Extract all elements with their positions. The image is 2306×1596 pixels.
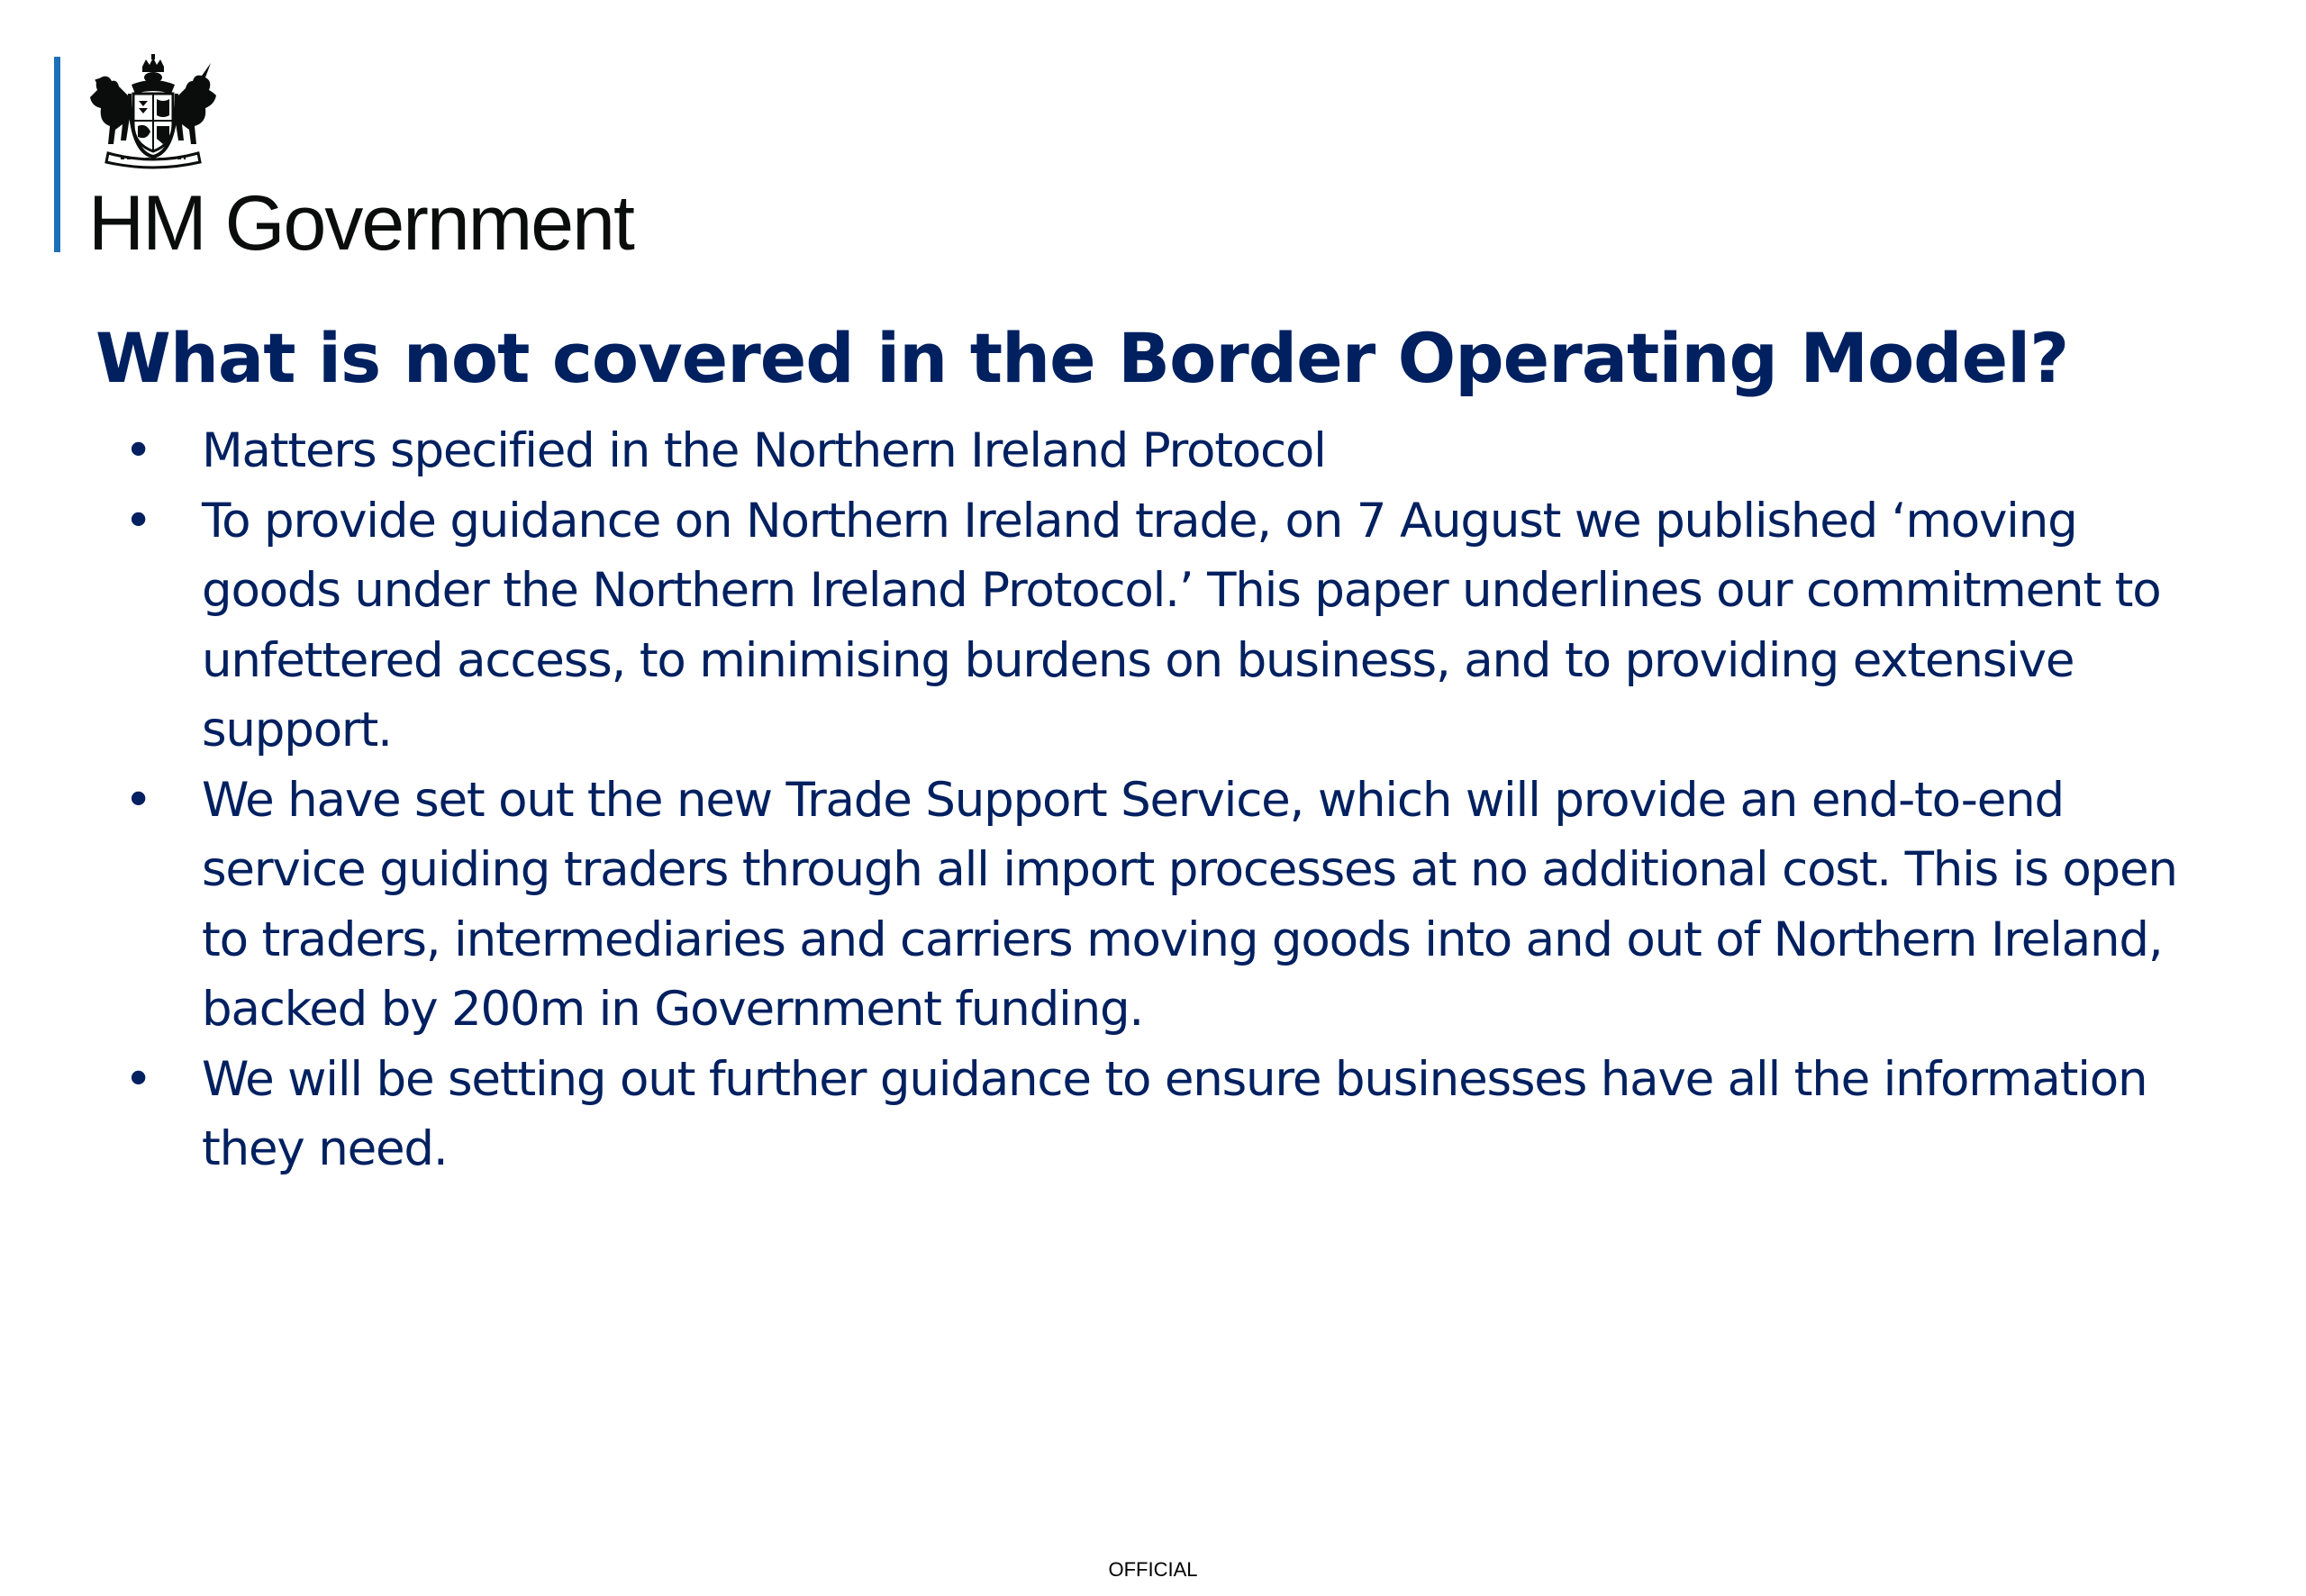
bullet-text-line: support. bbox=[202, 703, 392, 757]
bullet-text-line: Matters specified in the Northern Ireland Protocol bbox=[202, 423, 1326, 478]
classification-footer: OFFICIAL bbox=[1108, 1558, 1198, 1581]
bullet-text-line: they need. bbox=[202, 1121, 448, 1176]
bullet-marker: • bbox=[124, 772, 152, 828]
bullet-list bbox=[0, 416, 2306, 1184]
organisation-name: HM Government bbox=[88, 180, 633, 267]
bullet-item bbox=[0, 416, 2256, 486]
slide-title: What is not covered in the Border Operating Model? bbox=[95, 318, 2069, 398]
bullet-marker: • bbox=[124, 423, 152, 478]
bullet-item bbox=[0, 486, 2256, 766]
bullet-marker: • bbox=[124, 493, 152, 549]
bullet-text-line: unfettered access, to minimising burdens on business, and to providing extensive bbox=[202, 632, 2074, 688]
bullet-item bbox=[0, 1045, 2256, 1184]
bullet-item bbox=[0, 766, 2256, 1045]
bullet-text-line: To provide guidance on Northern Ireland trade, on 7 August we published ‘moving bbox=[202, 493, 2077, 549]
bullet-text-line: to traders, intermediaries and carriers moving goods into and out of Northern Ireland, bbox=[202, 911, 2163, 967]
bullet-text-line: We have set out the new Trade Support Service, which will provide an end-to-end bbox=[202, 772, 2064, 828]
bullet-marker: • bbox=[124, 1051, 152, 1107]
bullet-text-line: backed by 200m in Government funding. bbox=[202, 982, 1144, 1037]
royal-coat-of-arms-icon bbox=[81, 54, 225, 171]
bullet-text-line: We will be setting out further guidance to ensure businesses have all the information bbox=[202, 1051, 2147, 1107]
brand-accent-bar bbox=[54, 57, 60, 252]
bullet-text-line: service guiding traders through all import processes at no additional cost. This is open bbox=[202, 842, 2177, 897]
bullet-text-line: goods under the Northern Ireland Protocol.’ This paper underlines our commitment to bbox=[202, 563, 2161, 618]
